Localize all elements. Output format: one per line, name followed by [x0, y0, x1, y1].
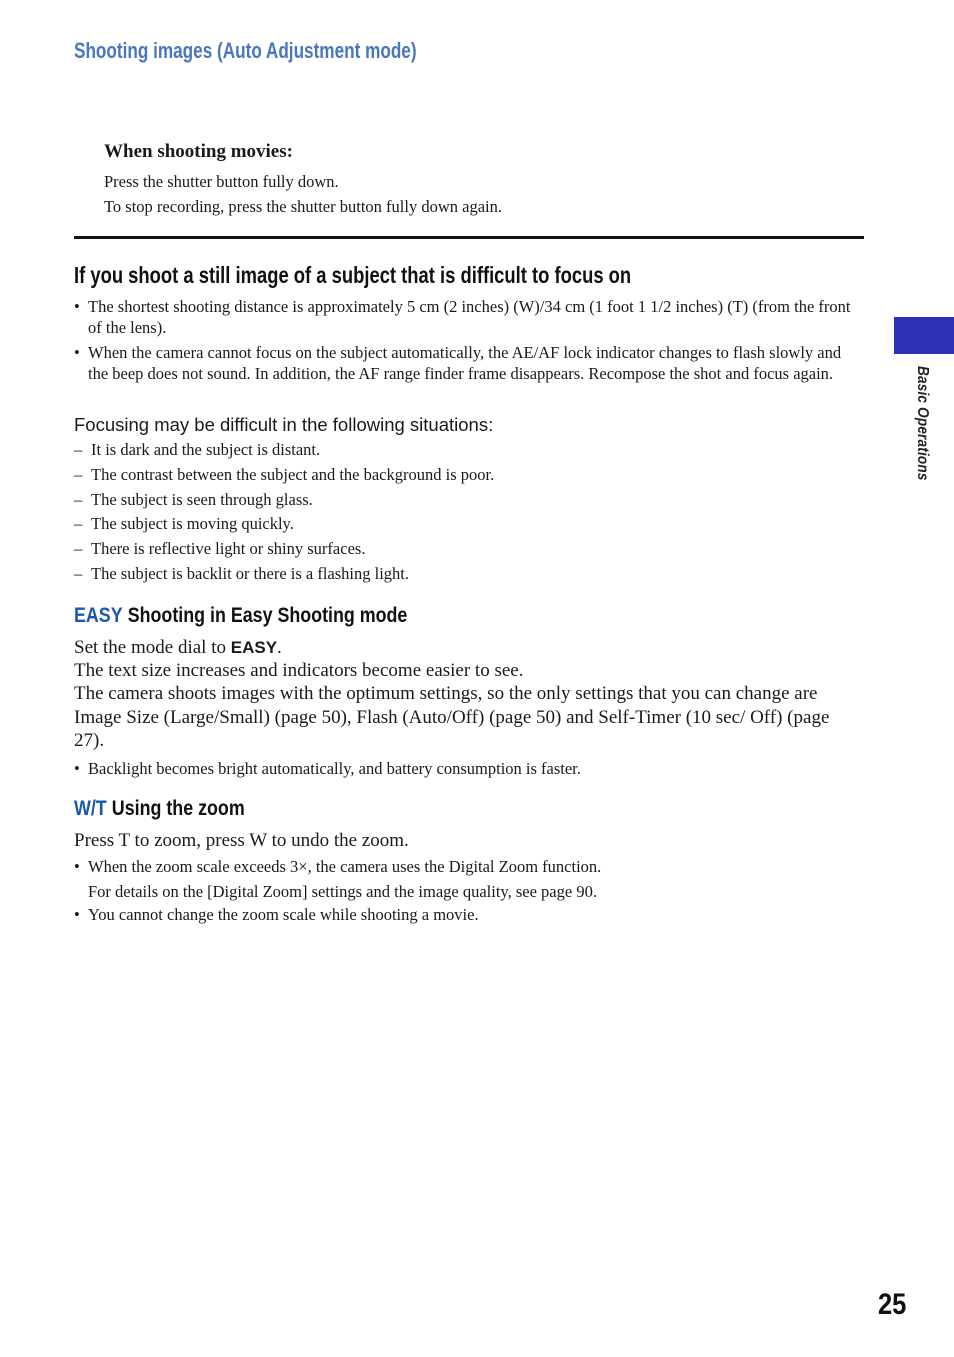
movies-note	[104, 141, 804, 219]
focus-body	[74, 296, 864, 388]
movies-line: To stop recording, press the shutter button fully down again.	[104, 197, 502, 216]
list-item: • When the camera cannot focus on the subject automatically, the AE/AF lock indicator changes to flash slowly and the beep does not sound. In addition, the AF range finder frame disappears. Recompose the shot and focus again.	[74, 342, 864, 384]
situations-list	[74, 438, 864, 587]
list-item: – It is dark and the subject is distant.	[74, 438, 864, 463]
easy-paragraph: The camera shoots images with the optimum settings, so the only settings that you can change are Image Size (Large/Small) (page 50), Flash (Auto/Off) (page 50) and Self-Timer (10 sec/ Off) (page 27).	[74, 683, 830, 751]
situations-title: Focusing may be difficult in the following situations:	[74, 414, 494, 435]
zoom-bullets-2	[74, 904, 864, 925]
easy-heading	[74, 604, 407, 628]
list-item: – The subject is backlit or there is a flashing light.	[74, 562, 864, 587]
list-item: – The subject is moving quickly.	[74, 512, 864, 537]
easy-heading-text: Shooting in Easy Shooting mode	[127, 604, 408, 627]
situations-block	[74, 414, 864, 587]
zoom-wt-icon: W/T	[74, 797, 107, 820]
list-item: – The contrast between the subject and the background is poor.	[74, 463, 864, 488]
page-number: 25	[878, 1288, 907, 1321]
movies-line: Press the shutter button fully down.	[104, 172, 339, 191]
zoom-heading	[74, 797, 245, 821]
list-item: • You cannot change the zoom scale while shooting a movie.	[74, 904, 864, 925]
zoom-bullets	[74, 856, 864, 877]
list-item: – There is reflective light or shiny surfaces.	[74, 537, 864, 562]
movies-title: When shooting movies:	[104, 141, 293, 162]
section-divider	[74, 236, 864, 239]
list-item: • When the zoom scale exceeds 3×, the camera uses the Digital Zoom function.	[74, 856, 864, 877]
list-item: • The shortest shooting distance is approximately 5 cm (2 inches) (W)/34 cm (1 foot 1 1/2 inches) (T) (from the front of the lens).	[74, 296, 864, 338]
easy-set-line	[74, 636, 864, 659]
focus-bullets	[74, 296, 864, 384]
zoom-body	[74, 829, 864, 929]
zoom-heading-text: Using the zoom	[111, 797, 245, 820]
running-head: Shooting images (Auto Adjustment mode)	[74, 38, 417, 63]
chapter-tab	[894, 317, 954, 354]
easy-bullets	[74, 758, 864, 779]
easy-paragraph: The text size increases and indicators become easier to see.	[74, 660, 524, 682]
easy-set-prefix: Set the mode dial to	[74, 637, 231, 658]
easy-mode-icon: EASY	[74, 604, 123, 627]
easy-body	[74, 636, 864, 783]
chapter-label: Basic Operations	[914, 366, 931, 481]
zoom-intro: Press T to zoom, press W to undo the zoom.	[74, 830, 409, 851]
list-item: – The subject is seen through glass.	[74, 488, 864, 513]
focus-heading: If you shoot a still image of a subject that is difficult to focus on	[74, 262, 632, 288]
easy-set-suffix: .	[277, 637, 282, 658]
easy-mode-icon: EASY	[230, 638, 278, 657]
zoom-note: For details on the [Digital Zoom] settings and the image quality, see page 90.	[88, 882, 597, 902]
list-item: • Backlight becomes bright automatically, and battery consumption is faster.	[74, 758, 864, 779]
